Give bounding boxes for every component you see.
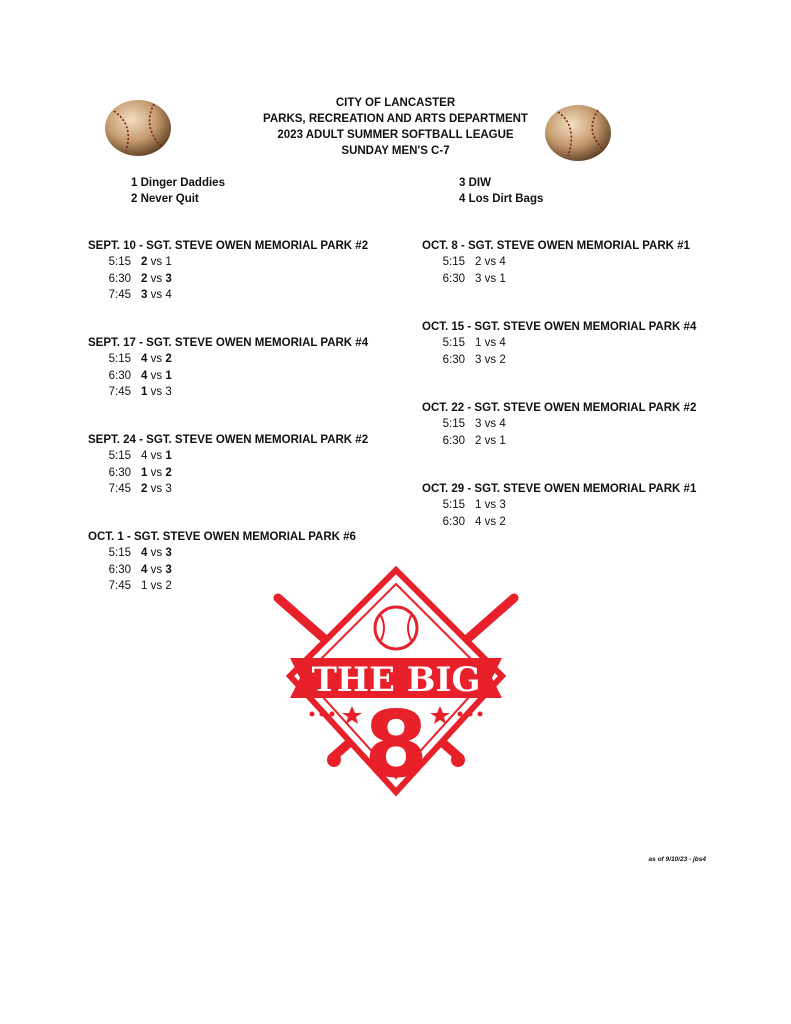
game-time: 6:30: [108, 272, 131, 285]
home-team-number: 4: [141, 353, 148, 365]
the-big-8-logo-icon: [270, 566, 522, 798]
game-time: 5:15: [442, 499, 465, 511]
schedule-section: [422, 319, 762, 368]
game-row: [88, 351, 428, 368]
home-team-number: 2: [141, 272, 148, 285]
section-title: OCT. 29 - SGT. STEVE OWEN MEMORIAL PARK #1: [422, 483, 697, 495]
away-team-number: 2: [165, 353, 172, 365]
away-team-number: 4: [499, 337, 506, 349]
vs-label: vs: [150, 353, 163, 365]
vs-label: vs: [150, 483, 163, 495]
away-team-number: 3: [165, 386, 172, 398]
vs-label: vs: [150, 256, 163, 268]
away-team-number: 2: [165, 580, 172, 592]
game-row: [88, 384, 428, 401]
team-entry: 4 Los Dirt Bags: [459, 193, 544, 205]
logo-number-text: 8: [363, 691, 429, 798]
schedule-section: [422, 238, 762, 287]
schedule-section: [88, 238, 428, 304]
vs-label: vs: [150, 450, 163, 462]
home-team-number: 2: [141, 483, 148, 495]
away-team-number: 1: [165, 450, 172, 462]
softball-left-icon: [104, 99, 172, 157]
schedule-section: [88, 432, 428, 498]
game-row: [88, 465, 428, 482]
revision-footnote: as of 9/10/23 - jbs4: [648, 856, 706, 863]
away-team-number: 1: [499, 272, 506, 285]
home-team-number: 2: [141, 256, 148, 268]
away-team-number: 2: [499, 515, 506, 528]
vs-label: vs: [484, 418, 497, 430]
away-team-number: 2: [165, 466, 172, 479]
game-time: 5:15: [442, 337, 465, 349]
schedule-section: [88, 335, 428, 401]
away-team-number: 3: [165, 563, 172, 576]
home-team-number: 3: [475, 272, 482, 285]
home-team-number: 1: [141, 580, 148, 592]
away-team-number: 1: [165, 369, 172, 382]
vs-label: vs: [150, 272, 163, 285]
section-title: OCT. 1 - SGT. STEVE OWEN MEMORIAL PARK #6: [88, 531, 356, 543]
game-time: 7:45: [108, 386, 131, 398]
game-time: 5:15: [108, 353, 131, 365]
vs-label: vs: [484, 337, 497, 349]
section-title: OCT. 15 - SGT. STEVE OWEN MEMORIAL PARK #4: [422, 321, 697, 333]
away-team-number: 1: [499, 434, 506, 447]
vs-label: vs: [484, 353, 497, 366]
game-row: [422, 514, 762, 531]
home-team-number: 3: [141, 289, 148, 301]
team-entry: 1 Dinger Daddies: [131, 177, 225, 189]
game-time: 6:30: [442, 272, 465, 285]
home-team-number: 4: [475, 515, 482, 528]
header-line-league: 2023 ADULT SUMMER SOFTBALL LEAGUE: [277, 129, 514, 141]
game-time: 5:15: [108, 547, 131, 559]
game-time: 5:15: [442, 256, 465, 268]
section-title: OCT. 22 - SGT. STEVE OWEN MEMORIAL PARK #2: [422, 402, 697, 414]
vs-label: vs: [150, 547, 163, 559]
schedule-section: [422, 400, 762, 449]
vs-label: vs: [150, 369, 163, 382]
section-title: SEPT. 24 - SGT. STEVE OWEN MEMORIAL PARK #2: [88, 434, 369, 446]
game-row: [422, 416, 762, 433]
team-entry: 3 DIW: [459, 177, 491, 189]
header-line-division: SUNDAY MEN'S C-7: [341, 145, 450, 157]
home-team-number: 4: [141, 369, 148, 382]
logo-title-text: THE BIG: [311, 660, 481, 700]
section-title: SEPT. 17 - SGT. STEVE OWEN MEMORIAL PARK #4: [88, 337, 369, 349]
game-row: [422, 335, 762, 352]
game-time: 6:30: [108, 369, 131, 382]
vs-label: vs: [150, 563, 163, 576]
section-title: SEPT. 10 - SGT. STEVE OWEN MEMORIAL PARK #2: [88, 240, 369, 252]
vs-label: vs: [150, 289, 163, 301]
team-entry: 2 Never Quit: [131, 193, 199, 205]
vs-label: vs: [484, 256, 497, 268]
away-team-number: 3: [165, 547, 172, 559]
away-team-number: 4: [499, 256, 506, 268]
game-time: 6:30: [442, 353, 465, 366]
game-row: [422, 497, 762, 514]
home-team-number: 2: [475, 256, 482, 268]
home-team-number: 1: [141, 466, 148, 479]
vs-label: vs: [150, 466, 163, 479]
schedule-section: [422, 481, 762, 530]
game-time: 7:45: [108, 483, 131, 495]
game-row: [88, 448, 428, 465]
vs-label: vs: [150, 580, 163, 592]
home-team-number: 3: [475, 418, 482, 430]
game-time: 5:15: [442, 418, 465, 430]
game-time: 7:45: [108, 580, 131, 592]
home-team-number: 1: [141, 386, 148, 398]
away-team-number: 4: [165, 289, 172, 301]
home-team-number: 4: [141, 547, 148, 559]
away-team-number: 3: [165, 483, 172, 495]
header-line-city: CITY OF LANCASTER: [335, 97, 456, 109]
game-row: [88, 254, 428, 271]
game-row: [422, 271, 762, 288]
game-row: [88, 287, 428, 304]
vs-label: vs: [484, 272, 497, 285]
away-team-number: 3: [165, 272, 172, 285]
home-team-number: 1: [475, 337, 482, 349]
vs-label: vs: [484, 434, 497, 447]
header-line-department: PARKS, RECREATION AND ARTS DEPARTMENT: [263, 113, 528, 125]
home-team-number: 2: [475, 434, 482, 447]
game-row: [88, 368, 428, 385]
game-row: [422, 254, 762, 271]
game-time: 6:30: [108, 466, 131, 479]
vs-label: vs: [484, 515, 497, 528]
home-team-number: 3: [475, 353, 482, 366]
home-team-number: 4: [141, 563, 148, 576]
game-time: 5:15: [108, 256, 131, 268]
game-row: [88, 545, 428, 562]
home-team-number: 1: [475, 499, 482, 511]
game-time: 5:15: [108, 450, 131, 462]
vs-label: vs: [484, 499, 497, 511]
game-row: [422, 433, 762, 450]
softball-right-icon: [544, 104, 612, 162]
away-team-number: 2: [499, 353, 506, 366]
game-time: 6:30: [108, 563, 131, 576]
game-time: 6:30: [442, 515, 465, 528]
vs-label: vs: [150, 386, 163, 398]
game-row: [88, 271, 428, 288]
away-team-number: 1: [165, 256, 172, 268]
game-row: [88, 481, 428, 498]
home-team-number: 4: [141, 450, 148, 462]
section-title: OCT. 8 - SGT. STEVE OWEN MEMORIAL PARK #1: [422, 240, 690, 252]
game-row: [422, 352, 762, 369]
game-time: 6:30: [442, 434, 465, 447]
game-time: 7:45: [108, 289, 131, 301]
away-team-number: 4: [499, 418, 506, 430]
away-team-number: 3: [499, 499, 506, 511]
